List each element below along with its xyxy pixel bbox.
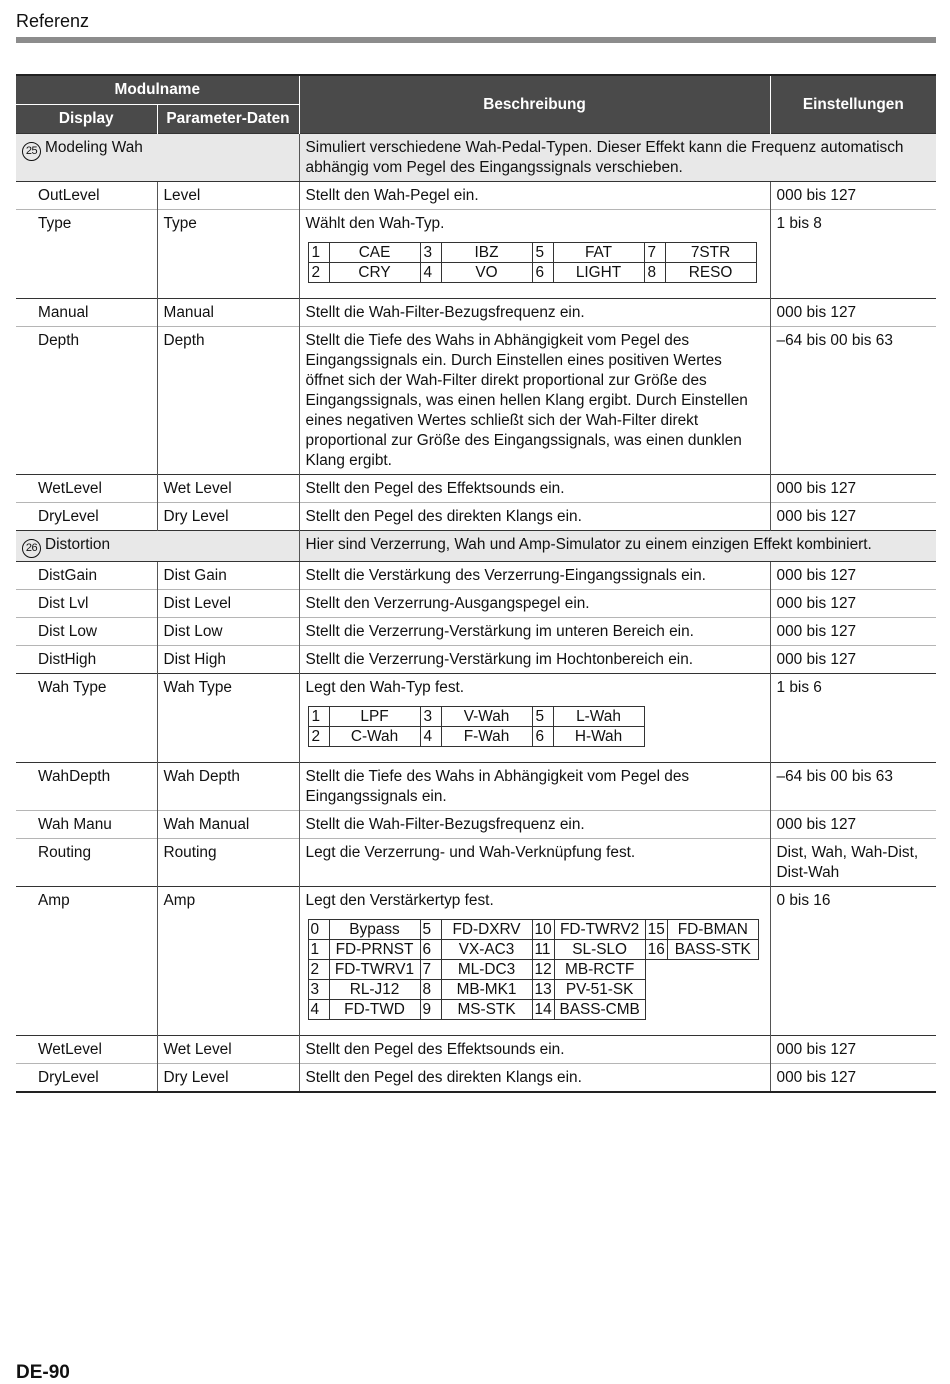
module-row-modeling-wah [16, 134, 936, 182]
table-row [16, 763, 936, 811]
desc-cell: Stellt die Tiefe des Wahs in Abhängigkeit vom Pegel des Eingangssignals ein. Durch Einstellen eines positiven Wertes öffnet sich der Wah-Filter direkt proportional zur Größe des Eingangssignals, was einen hellen Klang ergibt. Durch Einstellen eines negativen Wertes schließt sich der Wah-Filter direkt proportional zur Größe des Eingangssignals, was einen dunklen Klang ergibt. [299, 327, 770, 475]
param-cell: Dist Level [157, 590, 299, 618]
param-cell: Level [157, 182, 299, 210]
header-einstellungen: Einstellungen [770, 75, 936, 134]
setting-cell: 000 bis 127 [770, 182, 936, 210]
sub-row: 3 RL-J12 8 MB-MK1 13 PV-51-SK [308, 980, 758, 1000]
table-row [16, 839, 936, 887]
table-row [16, 299, 936, 327]
desc-cell: Stellt die Tiefe des Wahs in Abhängigkeit vom Pegel des Eingangssignals ein. [299, 763, 770, 811]
table-row [16, 503, 936, 531]
display-cell: Wah Type [16, 674, 157, 763]
display-cell: Dist Lvl [16, 590, 157, 618]
setting-cell: 000 bis 127 [770, 811, 936, 839]
param-cell: Wet Level [157, 475, 299, 503]
setting-cell: 000 bis 127 [770, 1064, 936, 1093]
sub-row: 2 FD-TWRV1 7 ML-DC3 12 MB-RCTF [308, 960, 758, 980]
table-row [16, 182, 936, 210]
param-cell: Dist Gain [157, 562, 299, 590]
header-parameter: Parameter-Daten [157, 105, 299, 134]
module-description: Hier sind Verzerrung, Wah und Amp-Simulator zu einem einzigen Effekt kombiniert. [299, 531, 936, 562]
param-cell: Dry Level [157, 503, 299, 531]
desc-cell: Stellt die Verzerrung-Verstärkung im Hochtonbereich ein. [299, 646, 770, 674]
sub-row: 4 FD-TWD 9 MS-STK 14 BASS-CMB [308, 1000, 758, 1020]
display-cell: WahDepth [16, 763, 157, 811]
table-row [16, 590, 936, 618]
param-cell: Amp [157, 887, 299, 1036]
table-row [16, 887, 936, 1036]
header-display: Display [16, 105, 157, 134]
header-rule [16, 37, 936, 43]
display-cell: DistGain [16, 562, 157, 590]
setting-cell: 000 bis 127 [770, 618, 936, 646]
desc-cell: Stellt die Wah-Filter-Bezugsfrequenz ein. [299, 299, 770, 327]
table-row [16, 646, 936, 674]
desc-cell: Stellt den Pegel des Effektsounds ein. [299, 1036, 770, 1064]
table-row [16, 475, 936, 503]
header-modulname: Modulname [16, 75, 299, 105]
desc-cell: Stellt die Verzerrung-Verstärkung im unteren Bereich ein. [299, 618, 770, 646]
table-row [16, 562, 936, 590]
desc-cell [299, 210, 770, 299]
module-name: Modeling Wah [45, 139, 143, 156]
module-description: Simuliert verschiedene Wah-Pedal-Typen. Dieser Effekt kann die Frequenz automatisch abhängig vom Pegel des Eingangssignals verschieben. [299, 134, 936, 182]
setting-cell: 000 bis 127 [770, 503, 936, 531]
desc-text: Legt den Wah-Typ fest. [305, 679, 465, 696]
table-row [16, 327, 936, 475]
setting-cell: Dist, Wah, Wah-Dist, Dist-Wah [770, 839, 936, 887]
setting-cell: 000 bis 127 [770, 646, 936, 674]
sub-row: 2 C-Wah 4 F-Wah 6 H-Wah [308, 727, 644, 747]
display-cell: DistHigh [16, 646, 157, 674]
setting-cell: –64 bis 00 bis 63 [770, 327, 936, 475]
module-number-icon: 25 [22, 142, 41, 161]
setting-cell: 000 bis 127 [770, 299, 936, 327]
display-cell: Wah Manu [16, 811, 157, 839]
setting-cell: –64 bis 00 bis 63 [770, 763, 936, 811]
display-cell: OutLevel [16, 182, 157, 210]
setting-cell: 000 bis 127 [770, 590, 936, 618]
display-cell: DryLevel [16, 503, 157, 531]
module-row-distortion [16, 531, 936, 562]
table-row [16, 1036, 936, 1064]
page-header: Referenz [16, 11, 90, 31]
param-cell: Dist High [157, 646, 299, 674]
module-name: Distortion [45, 536, 111, 553]
display-cell: Dist Low [16, 618, 157, 646]
table-row [16, 618, 936, 646]
param-cell: Routing [157, 839, 299, 887]
parameter-table [16, 74, 936, 1093]
param-cell: Wah Type [157, 674, 299, 763]
setting-cell: 000 bis 127 [770, 562, 936, 590]
setting-cell: 000 bis 127 [770, 475, 936, 503]
desc-cell: Stellt den Pegel des direkten Klangs ein. [299, 503, 770, 531]
dist-wah-type-table [308, 706, 645, 747]
sub-row: 1 FD-PRNST 6 VX-AC3 11 SL-SLO 16 BASS-STK [308, 940, 758, 960]
param-cell: Dry Level [157, 1064, 299, 1093]
desc-cell: Stellt die Wah-Filter-Bezugsfrequenz ein. [299, 811, 770, 839]
setting-cell: 000 bis 127 [770, 1036, 936, 1064]
desc-cell: Stellt den Pegel des Effektsounds ein. [299, 475, 770, 503]
display-cell: WetLevel [16, 475, 157, 503]
sub-row: 1 LPF 3 V-Wah 5 L-Wah [308, 707, 644, 727]
wah-type-table [308, 242, 757, 283]
param-cell: Depth [157, 327, 299, 475]
module-number-icon: 26 [22, 539, 41, 558]
desc-cell: Stellt den Wah-Pegel ein. [299, 182, 770, 210]
desc-cell: Stellt den Verzerrung-Ausgangspegel ein. [299, 590, 770, 618]
page-number: DE-90 [16, 1362, 70, 1383]
param-cell: Wet Level [157, 1036, 299, 1064]
setting-cell: 0 bis 16 [770, 887, 936, 1036]
desc-cell: Stellt den Pegel des direkten Klangs ein. [299, 1064, 770, 1093]
setting-cell: 1 bis 8 [770, 210, 936, 299]
param-cell: Manual [157, 299, 299, 327]
display-cell: Type [16, 210, 157, 299]
desc-text: Wählt den Wah-Typ. [305, 215, 445, 232]
desc-cell [299, 887, 770, 1036]
table-row [16, 1064, 936, 1093]
setting-cell: 1 bis 6 [770, 674, 936, 763]
display-cell: WetLevel [16, 1036, 157, 1064]
desc-cell [299, 674, 770, 763]
table-row [16, 811, 936, 839]
sub-row: 0 Bypass 5 FD-DXRV 10 FD-TWRV2 15 FD-BMAN [308, 920, 758, 940]
desc-cell: Stellt die Verstärkung des Verzerrung-Eingangssignals ein. [299, 562, 770, 590]
display-cell: DryLevel [16, 1064, 157, 1093]
header-beschreibung: Beschreibung [299, 75, 770, 134]
display-cell: Routing [16, 839, 157, 887]
sub-row: 2 CRY 4 VO 6 LIGHT 8 RESO [308, 263, 756, 283]
param-cell: Dist Low [157, 618, 299, 646]
display-cell: Amp [16, 887, 157, 1036]
param-cell: Wah Depth [157, 763, 299, 811]
display-cell: Manual [16, 299, 157, 327]
amp-type-table [308, 919, 759, 1020]
desc-cell: Legt die Verzerrung- und Wah-Verknüpfung fest. [299, 839, 770, 887]
desc-text: Legt den Verstärkertyp fest. [305, 892, 494, 909]
table-row [16, 210, 936, 299]
sub-row: 1 CAE 3 IBZ 5 FAT 7 7STR [308, 243, 756, 263]
param-cell: Wah Manual [157, 811, 299, 839]
table-row [16, 674, 936, 763]
param-cell: Type [157, 210, 299, 299]
display-cell: Depth [16, 327, 157, 475]
